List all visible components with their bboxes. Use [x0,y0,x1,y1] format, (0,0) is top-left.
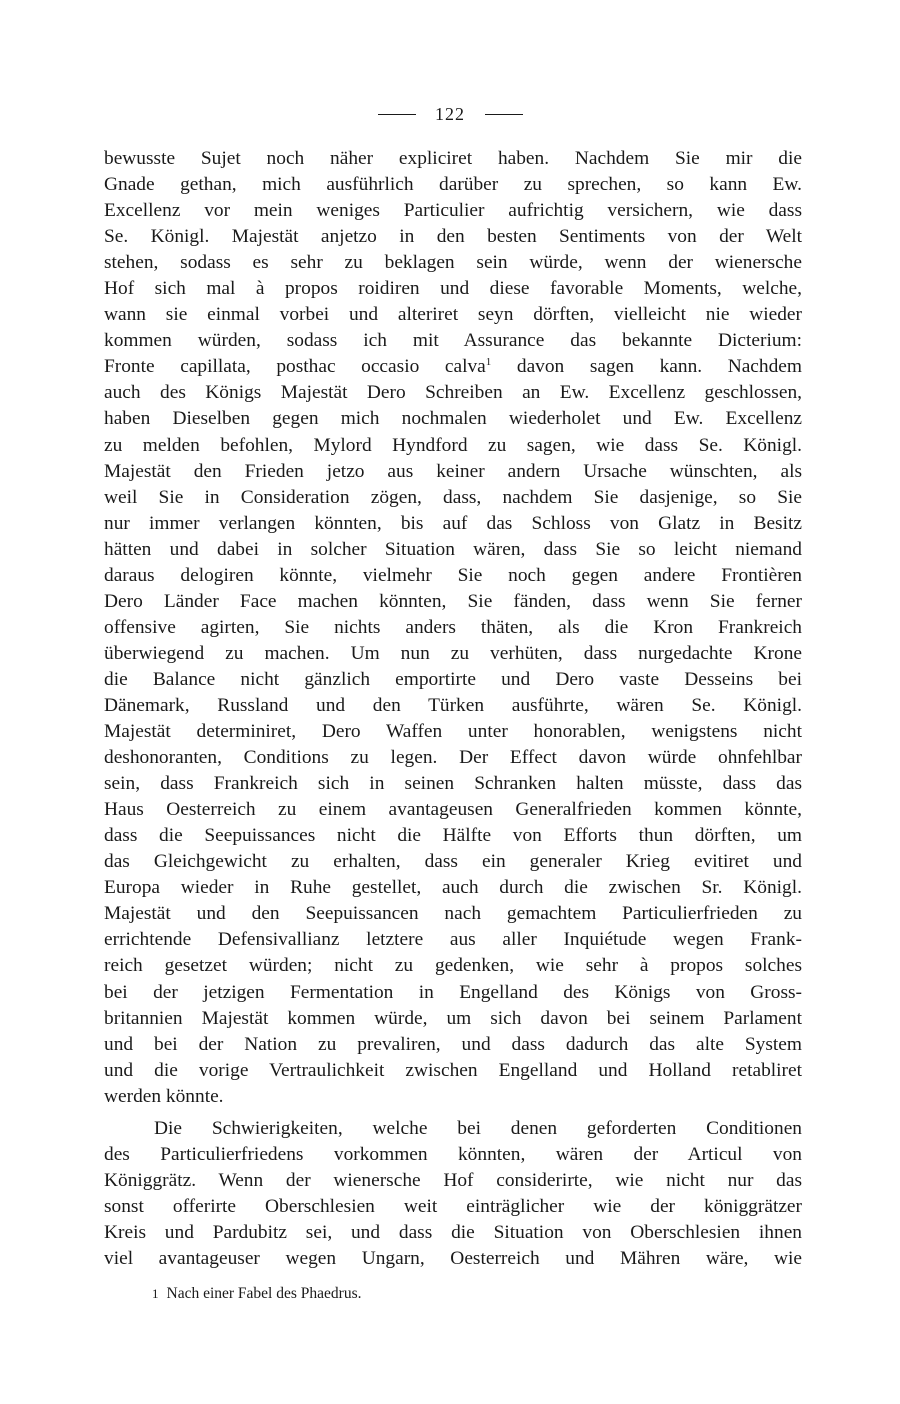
text-line: Excellenz vor mein weniges Particulier aufrichtig versichern, wie dass [104,200,802,222]
text-line: Haus Oesterreich zu einem avantageusen Generalfrieden kommen könnte, [104,799,802,821]
text-line: Majestät den Frieden jetzo aus keiner andern Ursache wünschten, als [104,460,802,482]
text-line-with-footnote-ref [104,354,802,380]
text-line: bei der jetzigen Fermentation in Engelland des Königs von Gross- [104,981,802,1003]
text-line: und die vorige Vertraulichkeit zwischen Engelland und Holland retabliret [104,1059,802,1081]
footnote-text: Nach einer Fabel des Phaedrus. [166,1285,362,1302]
text-line: des Particulierfriedens vorkommen könnten, wären der Articul von [104,1143,802,1165]
footnote-reference: 1 [485,356,492,369]
text-line: Majestät determiniret, Dero Waffen unter honorablen, wenigstens nicht [104,721,802,743]
text-fragment: Fronte capillata, posthac occasio calva [104,356,486,378]
text-line: Königgrätz. Wenn der wienersche Hof considerirte, wie nicht nur das [104,1169,802,1191]
text-line: errichtende Defensivallianz letztere aus aller Inquiétude wegen Frank- [104,929,802,951]
text-line: weil Sie in Consideration zögen, dass, nachdem Sie dasjenige, so Sie [104,486,802,508]
text-line: Hof sich mal à propos roidiren und diese favorable Moments, welche, [104,278,802,300]
footnote-mark: 1 [152,1286,159,1301]
page-number: 122 [435,104,465,125]
text-line: offensive agirten, Sie nichts anders thäten, als die Kron Frankreich [104,616,802,638]
text-line: haben Dieselben gegen mich nochmalen wiederholet und Ew. Excellenz [104,408,802,430]
text-line: Gnade gethan, mich ausführlich darüber zu sprechen, so kann Ew. [104,174,802,196]
text-line: werden könnte. [104,1085,224,1107]
text-line: hätten und dabei in solcher Situation wären, dass Sie so leicht niemand [104,538,802,560]
text-line: die Balance nicht gänzlich emportirte und Dero vaste Desseins bei [104,668,802,690]
main-text [104,146,802,1272]
text-line: Dänemark, Russland und den Türken ausführte, wären Se. Königl. [104,694,802,716]
text-line: sonst offerirte Oberschlesien weit einträglicher wie der königgrätzer [104,1195,802,1217]
text-fragment: davon sagen kann. Nachdem [491,356,802,378]
text-line: das Gleichgewicht zu erhalten, dass ein generaler Krieg evitiret und [104,851,802,873]
text-line: deshonoranten, Conditions zu legen. Der Effect davon würde ohnfehlbar [104,747,802,769]
text-line: und bei der Nation zu prevaliren, und dass dadurch das alte System [104,1033,802,1055]
text-line: Dero Länder Face machen könnten, Sie fänden, dass wenn Sie ferner [104,590,802,612]
footnote [152,1283,802,1305]
header-rule-right [485,114,523,115]
text-line: Europa wieder in Ruhe gestellet, auch durch die zwischen Sr. Königl. [104,877,802,899]
text-line: zu melden befohlen, Mylord Hyndford zu sagen, wie dass Se. Königl. [104,434,802,456]
text-line: dass die Seepuissances nicht die Hälfte von Efforts thun dörften, um [104,825,802,847]
text-line: bewusste Sujet noch näher expliciret haben. Nachdem Sie mir die [104,148,802,169]
text-line: reich gesetzet würden; nicht zu gedenken, wie sehr à propos solches [104,955,802,977]
text-line: Majestät und den Seepuissancen nach gemachtem Particulierfrieden zu [104,903,802,925]
text-line: wann sie einmal vorbei und alteriret seyn dörften, vielleicht nie wieder [104,304,802,326]
text-line: überwiegend zu machen. Um nun zu verhüten, dass nurgedachte Krone [104,642,802,664]
text-line: britannien Majestät kommen würde, um sich davon bei seinem Parlament [104,1007,802,1029]
text-line: auch des Königs Majestät Dero Schreiben an Ew. Excellenz geschlossen, [104,382,802,404]
text-line: Se. Königl. Majestät anjetzo in den besten Sentiments von der Welt [104,226,802,248]
text-line: Kreis und Pardubitz sei, und dass die Situation von Oberschlesien ihnen [104,1221,802,1243]
page-header [0,103,900,125]
text-line: daraus delogiren könnte, vielmehr Sie noch gegen andere Frontièren [104,564,802,586]
text-line: kommen würden, sodass ich mit Assurance das bekannte Dicterium: [104,330,802,352]
text-line: nur immer verlangen könnten, bis auf das Schloss von Glatz in Besitz [104,512,802,534]
text-line: Die Schwierigkeiten, welche bei denen geforderten Conditionen [154,1117,802,1139]
text-line: viel avantageuser wegen Ungarn, Oesterreich und Mähren wäre, wie [104,1247,802,1269]
text-line: sein, dass Frankreich sich in seinen Schranken halten müsste, dass das [104,773,802,795]
header-rule-left [378,114,416,115]
text-line: stehen, sodass es sehr zu beklagen sein würde, wenn der wienersche [104,252,802,274]
